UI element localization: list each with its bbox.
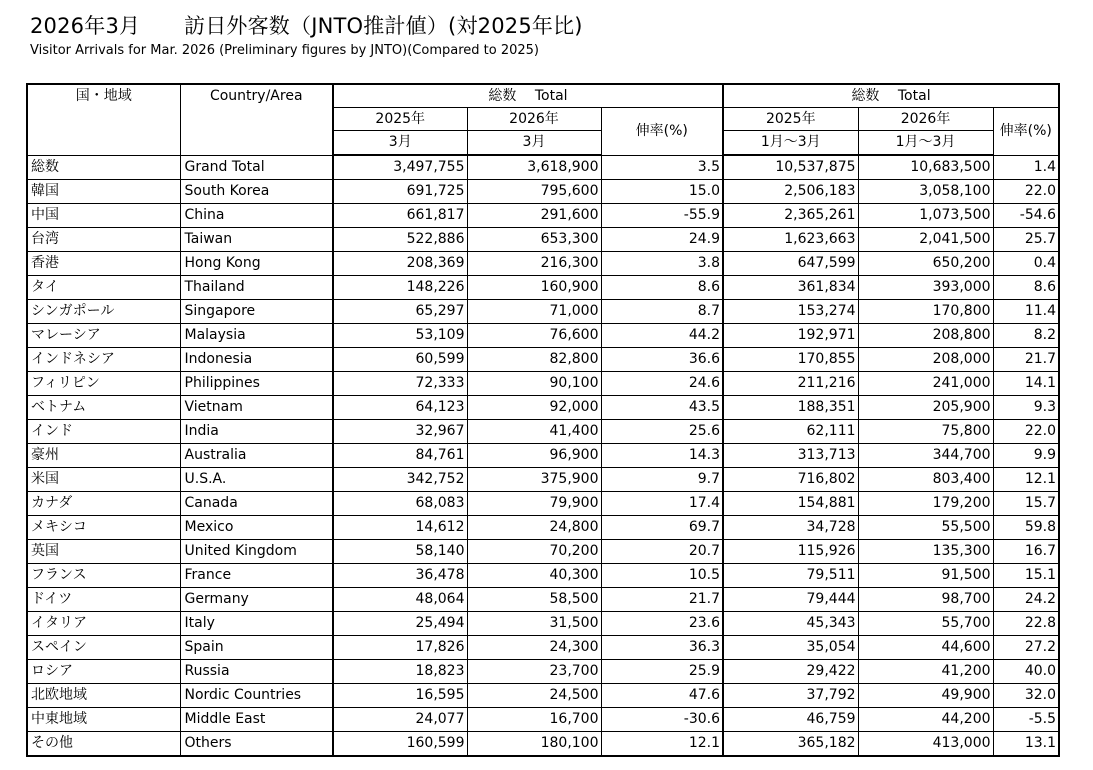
table-row bbox=[27, 612, 1059, 636]
cell-area-jp: タイ bbox=[27, 276, 180, 300]
cell-area-jp: ドイツ bbox=[27, 588, 180, 612]
cell-area-jp: フィリピン bbox=[27, 372, 180, 396]
cell-2025-month: 17,826 bbox=[333, 636, 467, 660]
cell-2026-month: 40,300 bbox=[467, 564, 601, 588]
title-main: 訪日外客数（JNTO推計値）(対2025年比) bbox=[184, 14, 583, 38]
header-group-month: 総数 Total bbox=[333, 84, 723, 108]
cell-2026-ytd: 44,600 bbox=[858, 636, 993, 660]
cell-2026-ytd: 205,900 bbox=[858, 396, 993, 420]
cell-2026-ytd: 413,000 bbox=[858, 732, 993, 757]
cell-2026-month: 96,900 bbox=[467, 444, 601, 468]
table-row bbox=[27, 155, 1059, 180]
cell-2026-month: 180,100 bbox=[467, 732, 601, 757]
cell-area-jp: 香港 bbox=[27, 252, 180, 276]
header-col-2025-month-period: 3月 bbox=[333, 131, 467, 156]
cell-2025-month: 84,761 bbox=[333, 444, 467, 468]
cell-2026-month: 24,300 bbox=[467, 636, 601, 660]
cell-area-en: India bbox=[180, 420, 333, 444]
cell-ytd-rate: 15.7 bbox=[993, 492, 1059, 516]
header-col-2025-ytd-period: 1月～3月 bbox=[723, 131, 858, 156]
table-row bbox=[27, 708, 1059, 732]
cell-2026-ytd: 803,400 bbox=[858, 468, 993, 492]
cell-2026-ytd: 170,800 bbox=[858, 300, 993, 324]
header-col-2026-ytd-period: 1月～3月 bbox=[858, 131, 993, 156]
cell-2025-month: 522,886 bbox=[333, 228, 467, 252]
cell-2026-month: 160,900 bbox=[467, 276, 601, 300]
header-group-ytd: 総数 Total bbox=[723, 84, 1059, 108]
page-title bbox=[30, 10, 583, 40]
cell-2025-month: 18,823 bbox=[333, 660, 467, 684]
cell-month-rate: -30.6 bbox=[601, 708, 723, 732]
cell-area-jp: フランス bbox=[27, 564, 180, 588]
cell-2025-ytd: 192,971 bbox=[723, 324, 858, 348]
cell-2026-month: 3,618,900 bbox=[467, 155, 601, 180]
table-row bbox=[27, 252, 1059, 276]
table-row bbox=[27, 420, 1059, 444]
cell-2026-month: 31,500 bbox=[467, 612, 601, 636]
cell-2025-ytd: 647,599 bbox=[723, 252, 858, 276]
cell-month-rate: 36.3 bbox=[601, 636, 723, 660]
cell-2026-ytd: 3,058,100 bbox=[858, 180, 993, 204]
cell-area-en: Nordic Countries bbox=[180, 684, 333, 708]
cell-2025-ytd: 170,855 bbox=[723, 348, 858, 372]
cell-ytd-rate: -54.6 bbox=[993, 204, 1059, 228]
table-row bbox=[27, 396, 1059, 420]
cell-2026-month: 90,100 bbox=[467, 372, 601, 396]
cell-2025-ytd: 29,422 bbox=[723, 660, 858, 684]
cell-2026-ytd: 2,041,500 bbox=[858, 228, 993, 252]
cell-area-jp: イタリア bbox=[27, 612, 180, 636]
table-row bbox=[27, 684, 1059, 708]
cell-area-en: China bbox=[180, 204, 333, 228]
cell-month-rate: 10.5 bbox=[601, 564, 723, 588]
cell-2026-ytd: 49,900 bbox=[858, 684, 993, 708]
table-row bbox=[27, 588, 1059, 612]
cell-2026-month: 82,800 bbox=[467, 348, 601, 372]
cell-2026-ytd: 44,200 bbox=[858, 708, 993, 732]
table-row bbox=[27, 372, 1059, 396]
page-subtitle: Visitor Arrivals for Mar. 2026 (Preliminary figures by JNTO)(Compared to 2025) bbox=[30, 43, 539, 58]
cell-2025-ytd: 115,926 bbox=[723, 540, 858, 564]
cell-2025-ytd: 79,511 bbox=[723, 564, 858, 588]
cell-2025-ytd: 45,343 bbox=[723, 612, 858, 636]
cell-ytd-rate: 11.4 bbox=[993, 300, 1059, 324]
cell-area-jp: 英国 bbox=[27, 540, 180, 564]
cell-2025-ytd: 46,759 bbox=[723, 708, 858, 732]
cell-area-en: Middle East bbox=[180, 708, 333, 732]
cell-2025-month: 691,725 bbox=[333, 180, 467, 204]
cell-month-rate: 43.5 bbox=[601, 396, 723, 420]
cell-month-rate: 69.7 bbox=[601, 516, 723, 540]
cell-2025-month: 148,226 bbox=[333, 276, 467, 300]
cell-2025-month: 64,123 bbox=[333, 396, 467, 420]
cell-month-rate: 3.5 bbox=[601, 155, 723, 180]
cell-2025-ytd: 2,506,183 bbox=[723, 180, 858, 204]
cell-month-rate: 25.9 bbox=[601, 660, 723, 684]
cell-month-rate: 23.6 bbox=[601, 612, 723, 636]
cell-ytd-rate: 15.1 bbox=[993, 564, 1059, 588]
cell-ytd-rate: 22.8 bbox=[993, 612, 1059, 636]
visitor-arrivals-table bbox=[26, 83, 1060, 757]
cell-month-rate: 44.2 bbox=[601, 324, 723, 348]
cell-ytd-rate: 27.2 bbox=[993, 636, 1059, 660]
cell-area-en: South Korea bbox=[180, 180, 333, 204]
cell-2025-ytd: 361,834 bbox=[723, 276, 858, 300]
cell-area-en: Australia bbox=[180, 444, 333, 468]
cell-area-jp: 中東地域 bbox=[27, 708, 180, 732]
cell-ytd-rate: 0.4 bbox=[993, 252, 1059, 276]
cell-area-en: Italy bbox=[180, 612, 333, 636]
cell-2026-month: 79,900 bbox=[467, 492, 601, 516]
table-row bbox=[27, 468, 1059, 492]
cell-month-rate: 47.6 bbox=[601, 684, 723, 708]
cell-2025-month: 36,478 bbox=[333, 564, 467, 588]
cell-2025-month: 58,140 bbox=[333, 540, 467, 564]
header-area-en: Country/Area bbox=[180, 84, 333, 155]
header-col-2026-ytd-year: 2026年 bbox=[858, 108, 993, 131]
table-body bbox=[27, 155, 1059, 756]
cell-2026-ytd: 41,200 bbox=[858, 660, 993, 684]
cell-2025-month: 25,494 bbox=[333, 612, 467, 636]
cell-2026-ytd: 10,683,500 bbox=[858, 155, 993, 180]
cell-2025-ytd: 62,111 bbox=[723, 420, 858, 444]
cell-2026-month: 41,400 bbox=[467, 420, 601, 444]
table-row bbox=[27, 516, 1059, 540]
cell-2026-month: 16,700 bbox=[467, 708, 601, 732]
cell-2026-month: 23,700 bbox=[467, 660, 601, 684]
cell-ytd-rate: 8.2 bbox=[993, 324, 1059, 348]
cell-area-jp: メキシコ bbox=[27, 516, 180, 540]
cell-area-jp: 北欧地域 bbox=[27, 684, 180, 708]
cell-2026-month: 70,200 bbox=[467, 540, 601, 564]
cell-ytd-rate: 40.0 bbox=[993, 660, 1059, 684]
cell-area-en: Others bbox=[180, 732, 333, 757]
cell-2025-month: 48,064 bbox=[333, 588, 467, 612]
table-row bbox=[27, 564, 1059, 588]
cell-2026-ytd: 135,300 bbox=[858, 540, 993, 564]
cell-area-en: Malaysia bbox=[180, 324, 333, 348]
cell-2025-month: 32,967 bbox=[333, 420, 467, 444]
cell-ytd-rate: 32.0 bbox=[993, 684, 1059, 708]
cell-area-jp: 総数 bbox=[27, 155, 180, 180]
cell-month-rate: -55.9 bbox=[601, 204, 723, 228]
cell-2026-ytd: 75,800 bbox=[858, 420, 993, 444]
header-col-2026-month-period: 3月 bbox=[467, 131, 601, 156]
cell-2026-ytd: 393,000 bbox=[858, 276, 993, 300]
table-row bbox=[27, 732, 1059, 757]
title-date: 2026年3月 bbox=[30, 14, 141, 38]
cell-2026-month: 71,000 bbox=[467, 300, 601, 324]
cell-2026-ytd: 241,000 bbox=[858, 372, 993, 396]
cell-2025-ytd: 2,365,261 bbox=[723, 204, 858, 228]
cell-2026-ytd: 98,700 bbox=[858, 588, 993, 612]
cell-ytd-rate: -5.5 bbox=[993, 708, 1059, 732]
cell-2025-ytd: 79,444 bbox=[723, 588, 858, 612]
cell-2025-ytd: 35,054 bbox=[723, 636, 858, 660]
table-row bbox=[27, 180, 1059, 204]
cell-month-rate: 24.9 bbox=[601, 228, 723, 252]
cell-2026-month: 795,600 bbox=[467, 180, 601, 204]
cell-2025-ytd: 1,623,663 bbox=[723, 228, 858, 252]
cell-area-en: Canada bbox=[180, 492, 333, 516]
cell-2025-ytd: 313,713 bbox=[723, 444, 858, 468]
cell-2025-ytd: 188,351 bbox=[723, 396, 858, 420]
cell-area-jp: インドネシア bbox=[27, 348, 180, 372]
cell-2026-month: 58,500 bbox=[467, 588, 601, 612]
cell-ytd-rate: 14.1 bbox=[993, 372, 1059, 396]
cell-2026-month: 24,800 bbox=[467, 516, 601, 540]
cell-2025-month: 53,109 bbox=[333, 324, 467, 348]
cell-2025-month: 24,077 bbox=[333, 708, 467, 732]
cell-area-jp: 台湾 bbox=[27, 228, 180, 252]
cell-area-en: Thailand bbox=[180, 276, 333, 300]
cell-area-en: Grand Total bbox=[180, 155, 333, 180]
cell-area-en: Philippines bbox=[180, 372, 333, 396]
cell-2025-month: 160,599 bbox=[333, 732, 467, 757]
table-row bbox=[27, 348, 1059, 372]
header-area-jp: 国・地域 bbox=[27, 84, 180, 155]
cell-2026-ytd: 55,500 bbox=[858, 516, 993, 540]
cell-area-jp: 韓国 bbox=[27, 180, 180, 204]
cell-area-en: U.S.A. bbox=[180, 468, 333, 492]
cell-2025-ytd: 34,728 bbox=[723, 516, 858, 540]
table-row bbox=[27, 660, 1059, 684]
cell-month-rate: 8.6 bbox=[601, 276, 723, 300]
cell-month-rate: 9.7 bbox=[601, 468, 723, 492]
cell-area-jp: スペイン bbox=[27, 636, 180, 660]
table-row bbox=[27, 540, 1059, 564]
cell-2026-ytd: 344,700 bbox=[858, 444, 993, 468]
cell-ytd-rate: 8.6 bbox=[993, 276, 1059, 300]
cell-2025-month: 72,333 bbox=[333, 372, 467, 396]
cell-area-jp: マレーシア bbox=[27, 324, 180, 348]
cell-area-en: France bbox=[180, 564, 333, 588]
cell-area-jp: インド bbox=[27, 420, 180, 444]
cell-2025-month: 14,612 bbox=[333, 516, 467, 540]
cell-area-en: Hong Kong bbox=[180, 252, 333, 276]
cell-month-rate: 15.0 bbox=[601, 180, 723, 204]
cell-2025-month: 16,595 bbox=[333, 684, 467, 708]
cell-month-rate: 24.6 bbox=[601, 372, 723, 396]
cell-2025-month: 65,297 bbox=[333, 300, 467, 324]
cell-2026-month: 24,500 bbox=[467, 684, 601, 708]
cell-2026-month: 92,000 bbox=[467, 396, 601, 420]
cell-2026-month: 291,600 bbox=[467, 204, 601, 228]
cell-2026-month: 375,900 bbox=[467, 468, 601, 492]
cell-ytd-rate: 13.1 bbox=[993, 732, 1059, 757]
cell-2025-month: 208,369 bbox=[333, 252, 467, 276]
cell-ytd-rate: 22.0 bbox=[993, 420, 1059, 444]
table-row bbox=[27, 204, 1059, 228]
cell-area-jp: ロシア bbox=[27, 660, 180, 684]
cell-2025-ytd: 211,216 bbox=[723, 372, 858, 396]
cell-ytd-rate: 16.7 bbox=[993, 540, 1059, 564]
cell-area-jp: シンガポール bbox=[27, 300, 180, 324]
cell-ytd-rate: 59.8 bbox=[993, 516, 1059, 540]
cell-area-jp: 米国 bbox=[27, 468, 180, 492]
cell-area-en: Russia bbox=[180, 660, 333, 684]
cell-2026-month: 216,300 bbox=[467, 252, 601, 276]
cell-2025-month: 60,599 bbox=[333, 348, 467, 372]
cell-area-jp: 豪州 bbox=[27, 444, 180, 468]
cell-ytd-rate: 1.4 bbox=[993, 155, 1059, 180]
cell-month-rate: 12.1 bbox=[601, 732, 723, 757]
cell-area-en: Taiwan bbox=[180, 228, 333, 252]
cell-2025-ytd: 153,274 bbox=[723, 300, 858, 324]
cell-ytd-rate: 9.3 bbox=[993, 396, 1059, 420]
cell-month-rate: 21.7 bbox=[601, 588, 723, 612]
cell-area-en: Germany bbox=[180, 588, 333, 612]
header-col-2025-ytd-year: 2025年 bbox=[723, 108, 858, 131]
cell-month-rate: 3.8 bbox=[601, 252, 723, 276]
cell-month-rate: 17.4 bbox=[601, 492, 723, 516]
cell-2025-month: 661,817 bbox=[333, 204, 467, 228]
table-row bbox=[27, 492, 1059, 516]
cell-2026-ytd: 91,500 bbox=[858, 564, 993, 588]
cell-area-jp: 中国 bbox=[27, 204, 180, 228]
cell-month-rate: 20.7 bbox=[601, 540, 723, 564]
header-col-ytd-rate: 伸率(%) bbox=[993, 108, 1059, 156]
cell-2025-ytd: 365,182 bbox=[723, 732, 858, 757]
cell-area-en: United Kingdom bbox=[180, 540, 333, 564]
table-row bbox=[27, 324, 1059, 348]
cell-area-en: Spain bbox=[180, 636, 333, 660]
cell-2026-month: 76,600 bbox=[467, 324, 601, 348]
cell-area-en: Mexico bbox=[180, 516, 333, 540]
cell-month-rate: 25.6 bbox=[601, 420, 723, 444]
cell-month-rate: 8.7 bbox=[601, 300, 723, 324]
table-row bbox=[27, 300, 1059, 324]
cell-2025-ytd: 716,802 bbox=[723, 468, 858, 492]
cell-ytd-rate: 9.9 bbox=[993, 444, 1059, 468]
cell-2026-month: 653,300 bbox=[467, 228, 601, 252]
cell-area-jp: ベトナム bbox=[27, 396, 180, 420]
cell-area-jp: その他 bbox=[27, 732, 180, 757]
cell-area-jp: カナダ bbox=[27, 492, 180, 516]
cell-ytd-rate: 25.7 bbox=[993, 228, 1059, 252]
header-col-month-rate: 伸率(%) bbox=[601, 108, 723, 156]
cell-2025-ytd: 154,881 bbox=[723, 492, 858, 516]
table-row bbox=[27, 636, 1059, 660]
cell-2026-ytd: 650,200 bbox=[858, 252, 993, 276]
cell-2026-ytd: 1,073,500 bbox=[858, 204, 993, 228]
table-row bbox=[27, 276, 1059, 300]
table-row bbox=[27, 444, 1059, 468]
cell-ytd-rate: 21.7 bbox=[993, 348, 1059, 372]
cell-2026-ytd: 55,700 bbox=[858, 612, 993, 636]
cell-ytd-rate: 24.2 bbox=[993, 588, 1059, 612]
cell-area-en: Indonesia bbox=[180, 348, 333, 372]
cell-2025-ytd: 37,792 bbox=[723, 684, 858, 708]
cell-2026-ytd: 208,800 bbox=[858, 324, 993, 348]
cell-2026-ytd: 208,000 bbox=[858, 348, 993, 372]
cell-2025-month: 342,752 bbox=[333, 468, 467, 492]
cell-2025-month: 68,083 bbox=[333, 492, 467, 516]
cell-ytd-rate: 22.0 bbox=[993, 180, 1059, 204]
cell-area-en: Vietnam bbox=[180, 396, 333, 420]
cell-ytd-rate: 12.1 bbox=[993, 468, 1059, 492]
cell-2026-ytd: 179,200 bbox=[858, 492, 993, 516]
cell-area-en: Singapore bbox=[180, 300, 333, 324]
cell-month-rate: 14.3 bbox=[601, 444, 723, 468]
header-col-2026-month-year: 2026年 bbox=[467, 108, 601, 131]
header-col-2025-month-year: 2025年 bbox=[333, 108, 467, 131]
cell-month-rate: 36.6 bbox=[601, 348, 723, 372]
cell-2025-month: 3,497,755 bbox=[333, 155, 467, 180]
cell-2025-ytd: 10,537,875 bbox=[723, 155, 858, 180]
table-row bbox=[27, 228, 1059, 252]
